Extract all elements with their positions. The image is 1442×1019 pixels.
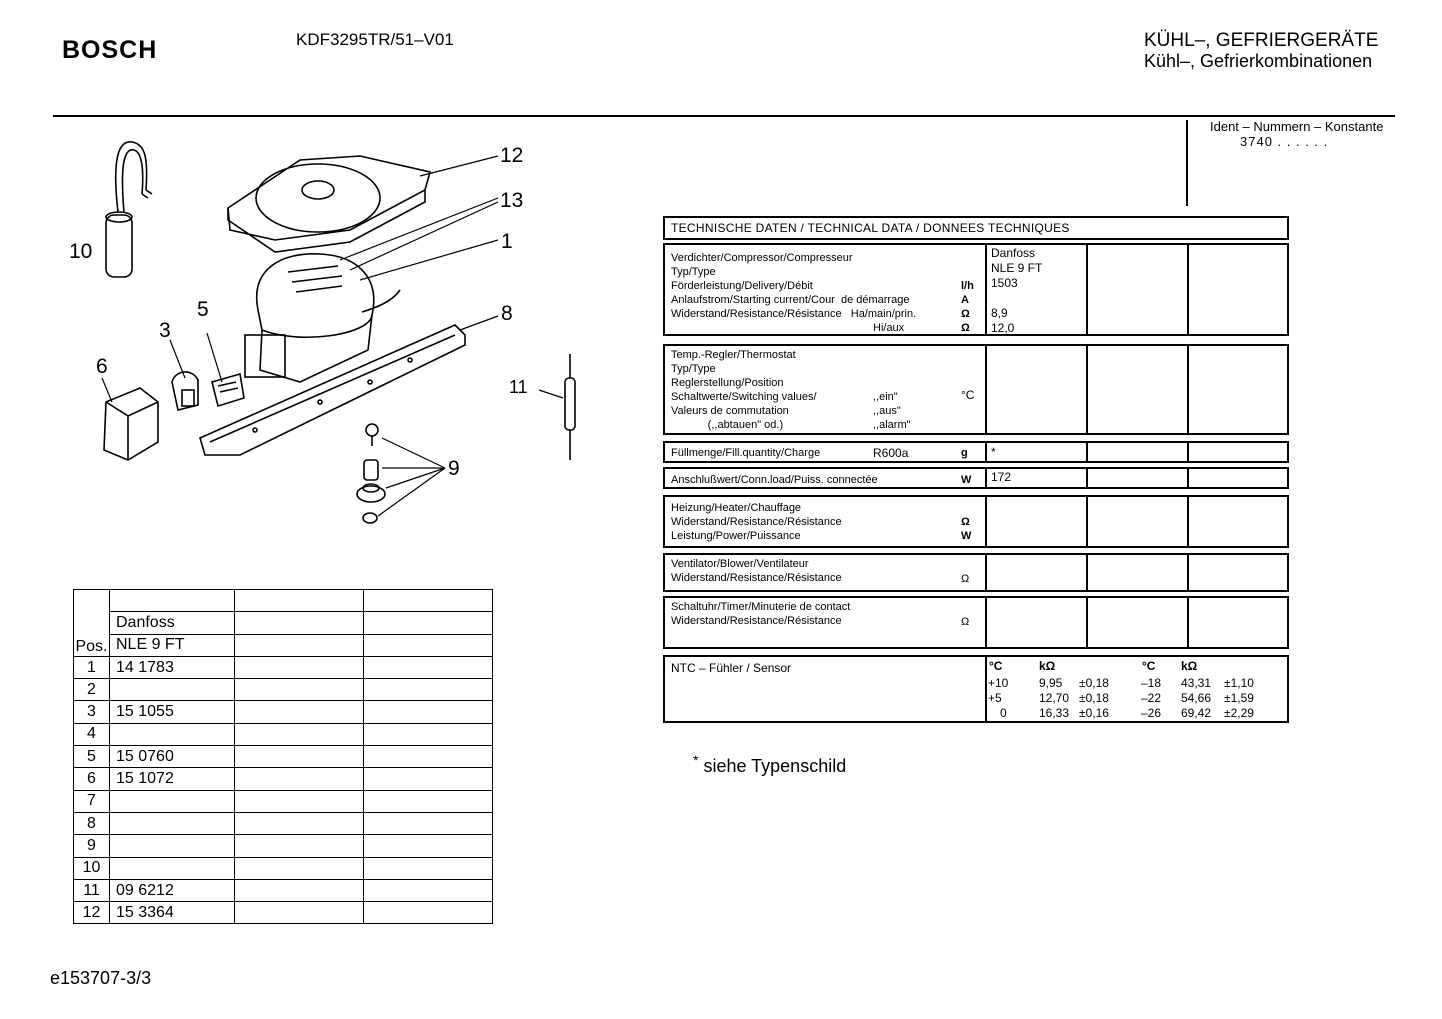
type-plate-note (693, 752, 846, 777)
part-number-cell (110, 857, 235, 879)
manufacturer-cell: Danfoss (110, 612, 235, 634)
load-label: Anschlußwert/Conn.load/Puiss. connectée (671, 474, 878, 486)
callout-8: 8 (501, 302, 513, 325)
callout-3: 3 (159, 319, 171, 342)
mounting-kit-part (357, 424, 385, 523)
terminal-cover-part (104, 388, 158, 460)
pos-cell: 11 (74, 879, 110, 901)
table-row (74, 612, 493, 634)
callout-10: 10 (69, 240, 93, 263)
part-number-cell (110, 723, 235, 745)
header-divider (53, 115, 1395, 117)
overload-protector-part (212, 374, 244, 406)
pos-cell: 7 (74, 790, 110, 812)
part-number-cell: 15 0760 (110, 746, 235, 768)
table-row (74, 768, 493, 790)
ntc-value: 16,33 (1039, 706, 1070, 720)
callout-11: 12 (500, 144, 524, 167)
base-rail-part (200, 325, 465, 455)
ntc-col-k-left: kΩ (1039, 659, 1056, 673)
ntc-value: 9,95 (1039, 676, 1063, 690)
part-number-cell: 15 1055 (110, 701, 235, 723)
callout-1: 1 (501, 230, 513, 253)
ntc-tolerance: ±1,10 (1224, 676, 1254, 690)
category-title: KÜHL–, GEFRIERGERÄTE (1144, 30, 1379, 51)
table-row (74, 701, 493, 723)
ntc-value: 69,42 (1181, 706, 1212, 720)
filter-drier-part (565, 354, 575, 460)
pos-cell: 9 (74, 835, 110, 857)
ntc-value: 54,66 (1181, 691, 1212, 705)
thermostat-switch-labels: ,,ein" ,,aus" ,,alarm" (873, 391, 911, 431)
ident-label: Ident – Nummern – Konstante (1210, 119, 1384, 134)
ntc-temp: –18 (1141, 676, 1162, 690)
pos-cell: 5 (74, 746, 110, 768)
callout-5: 5 (197, 298, 209, 321)
table-row (74, 634, 493, 656)
part-number-cell (110, 679, 235, 701)
aux-label: Hi/aux (873, 322, 905, 334)
timer-labels: Schaltuhr/Timer/Minuterie de contact Widerstand/Resistance/Résistance (671, 601, 851, 627)
tech-data-title: TECHNISCHE DATEN / TECHNICAL DATA / DONNEES TECHNIQUES (663, 216, 1289, 240)
heater-labels: Heizung/Heater/Chauffage Widerstand/Resistance/Résistance Leistung/Power/Puissance (671, 502, 842, 542)
pos-cell: 4 (74, 723, 110, 745)
part-number-cell: 15 1072 (110, 768, 235, 790)
ntc-label: NTC – Fühler / Sensor (671, 661, 792, 675)
timer-unit: Ω (961, 616, 970, 628)
load-value: 172 (991, 470, 1012, 484)
compressor-values: Danfoss NLE 9 FT 1503 8,9 12,0 (991, 246, 1043, 335)
pos-cell: 3 (74, 701, 110, 723)
pos-cell: 6 (74, 768, 110, 790)
parts-table (73, 589, 493, 924)
table-row (74, 656, 493, 678)
table-row (74, 857, 493, 879)
table-row (74, 835, 493, 857)
model-number: KDF3295TR/51–V01 (296, 30, 454, 49)
part-number-cell: 09 6212 (110, 879, 235, 901)
fill-value: * (991, 445, 996, 459)
blower-labels: Ventilator/Blower/Ventilateur Widerstand/Resistance/Résistance (671, 558, 842, 584)
ntc-tolerance: ±0,16 (1079, 706, 1109, 720)
document-code: e153707-3/3 (50, 968, 152, 988)
load-unit: W (961, 474, 972, 486)
compressor-section (663, 243, 1289, 336)
pos-cell: 2 (74, 679, 110, 701)
brand-logo: BOSCH (62, 36, 158, 64)
ntc-tolerance: ±0,18 (1079, 691, 1109, 705)
part-number-cell (110, 812, 235, 834)
ntc-row: 0 (1000, 706, 1007, 720)
compressor-part (245, 254, 400, 382)
pos-cell: 8 (74, 812, 110, 834)
heater-section (663, 495, 1289, 548)
fill-label: Füllmenge/Fill.quantity/Charge (671, 447, 821, 459)
ntc-temp: –26 (1141, 706, 1162, 720)
table-row (74, 590, 493, 612)
pos-cell: 1 (74, 656, 110, 678)
thermostat-labels: Temp.-Regler/Thermostat Typ/Type Reglerstellung/Position Schaltwerte/Switching values/ Valeurs de commutation (,,abtauen" od.) (671, 349, 817, 431)
callout-12: 13 (500, 189, 524, 212)
callout-9: 9 (448, 457, 460, 480)
exploded-parts-diagram (0, 120, 600, 540)
category-subtitle: Kühl–, Gefrierkombinationen (1144, 51, 1373, 71)
note-asterisk: * (693, 752, 699, 768)
ident-value: 3740 . . . . . . (1240, 134, 1329, 149)
ntc-tolerance: ±0,18 (1079, 676, 1109, 690)
table-row (74, 723, 493, 745)
table-row (74, 679, 493, 701)
ntc-row: +10 (988, 676, 1009, 690)
table-row (74, 879, 493, 901)
ntc-row: +5 (988, 691, 1002, 705)
table-row (74, 902, 493, 924)
pos-cell: 12 (74, 902, 110, 924)
blower-unit: Ω (961, 573, 970, 585)
callout-13: 11 (509, 377, 528, 397)
table-row (74, 790, 493, 812)
fill-unit: g (961, 447, 968, 459)
ntc-temp: –22 (1141, 691, 1162, 705)
callout-6: 6 (96, 355, 108, 378)
note-text: siehe Typenschild (698, 756, 847, 776)
ntc-tolerance: ±1,59 (1224, 691, 1254, 705)
timer-section (663, 596, 1289, 649)
fill-section (663, 441, 1289, 463)
part-number-cell: 14 1783 (110, 656, 235, 678)
ntc-tolerance: ±2,29 (1224, 706, 1254, 720)
ident-divider (1186, 120, 1188, 206)
ntc-value: 12,70 (1039, 691, 1070, 705)
thermostat-section (663, 344, 1289, 435)
ntc-value: 43,31 (1181, 676, 1212, 690)
part-number-cell (110, 835, 235, 857)
ntc-col-c-left: °C (989, 659, 1003, 673)
load-section (663, 467, 1289, 489)
compressor-type-cell: NLE 9 FT (110, 634, 235, 656)
heater-units: Ω W (961, 516, 972, 542)
refrigerant: R600a (873, 446, 909, 460)
ntc-col-c-right: °C (1142, 659, 1156, 673)
pos-cell: 10 (74, 857, 110, 879)
blower-section (663, 553, 1289, 592)
capacitor-part (106, 142, 152, 277)
compressor-labels: Verdichter/Compressor/Compresseur Typ/Type Förderleistung/Delivery/Débit Anlaufstrom/Starting current/Cour de démarrage Widerstand/Resistance/Résistance Ha/main/prin. (671, 252, 917, 320)
ntc-col-k-right: kΩ (1181, 659, 1198, 673)
part-number-cell (110, 790, 235, 812)
table-row (74, 746, 493, 768)
table-row (74, 812, 493, 834)
thermostat-unit: °C (961, 388, 975, 402)
part-number-cell: 15 3364 (110, 902, 235, 924)
pos-header: Pos. (74, 590, 110, 657)
compressor-units: l/h A Ω Ω (961, 280, 974, 334)
cover-tray-part (228, 156, 430, 252)
